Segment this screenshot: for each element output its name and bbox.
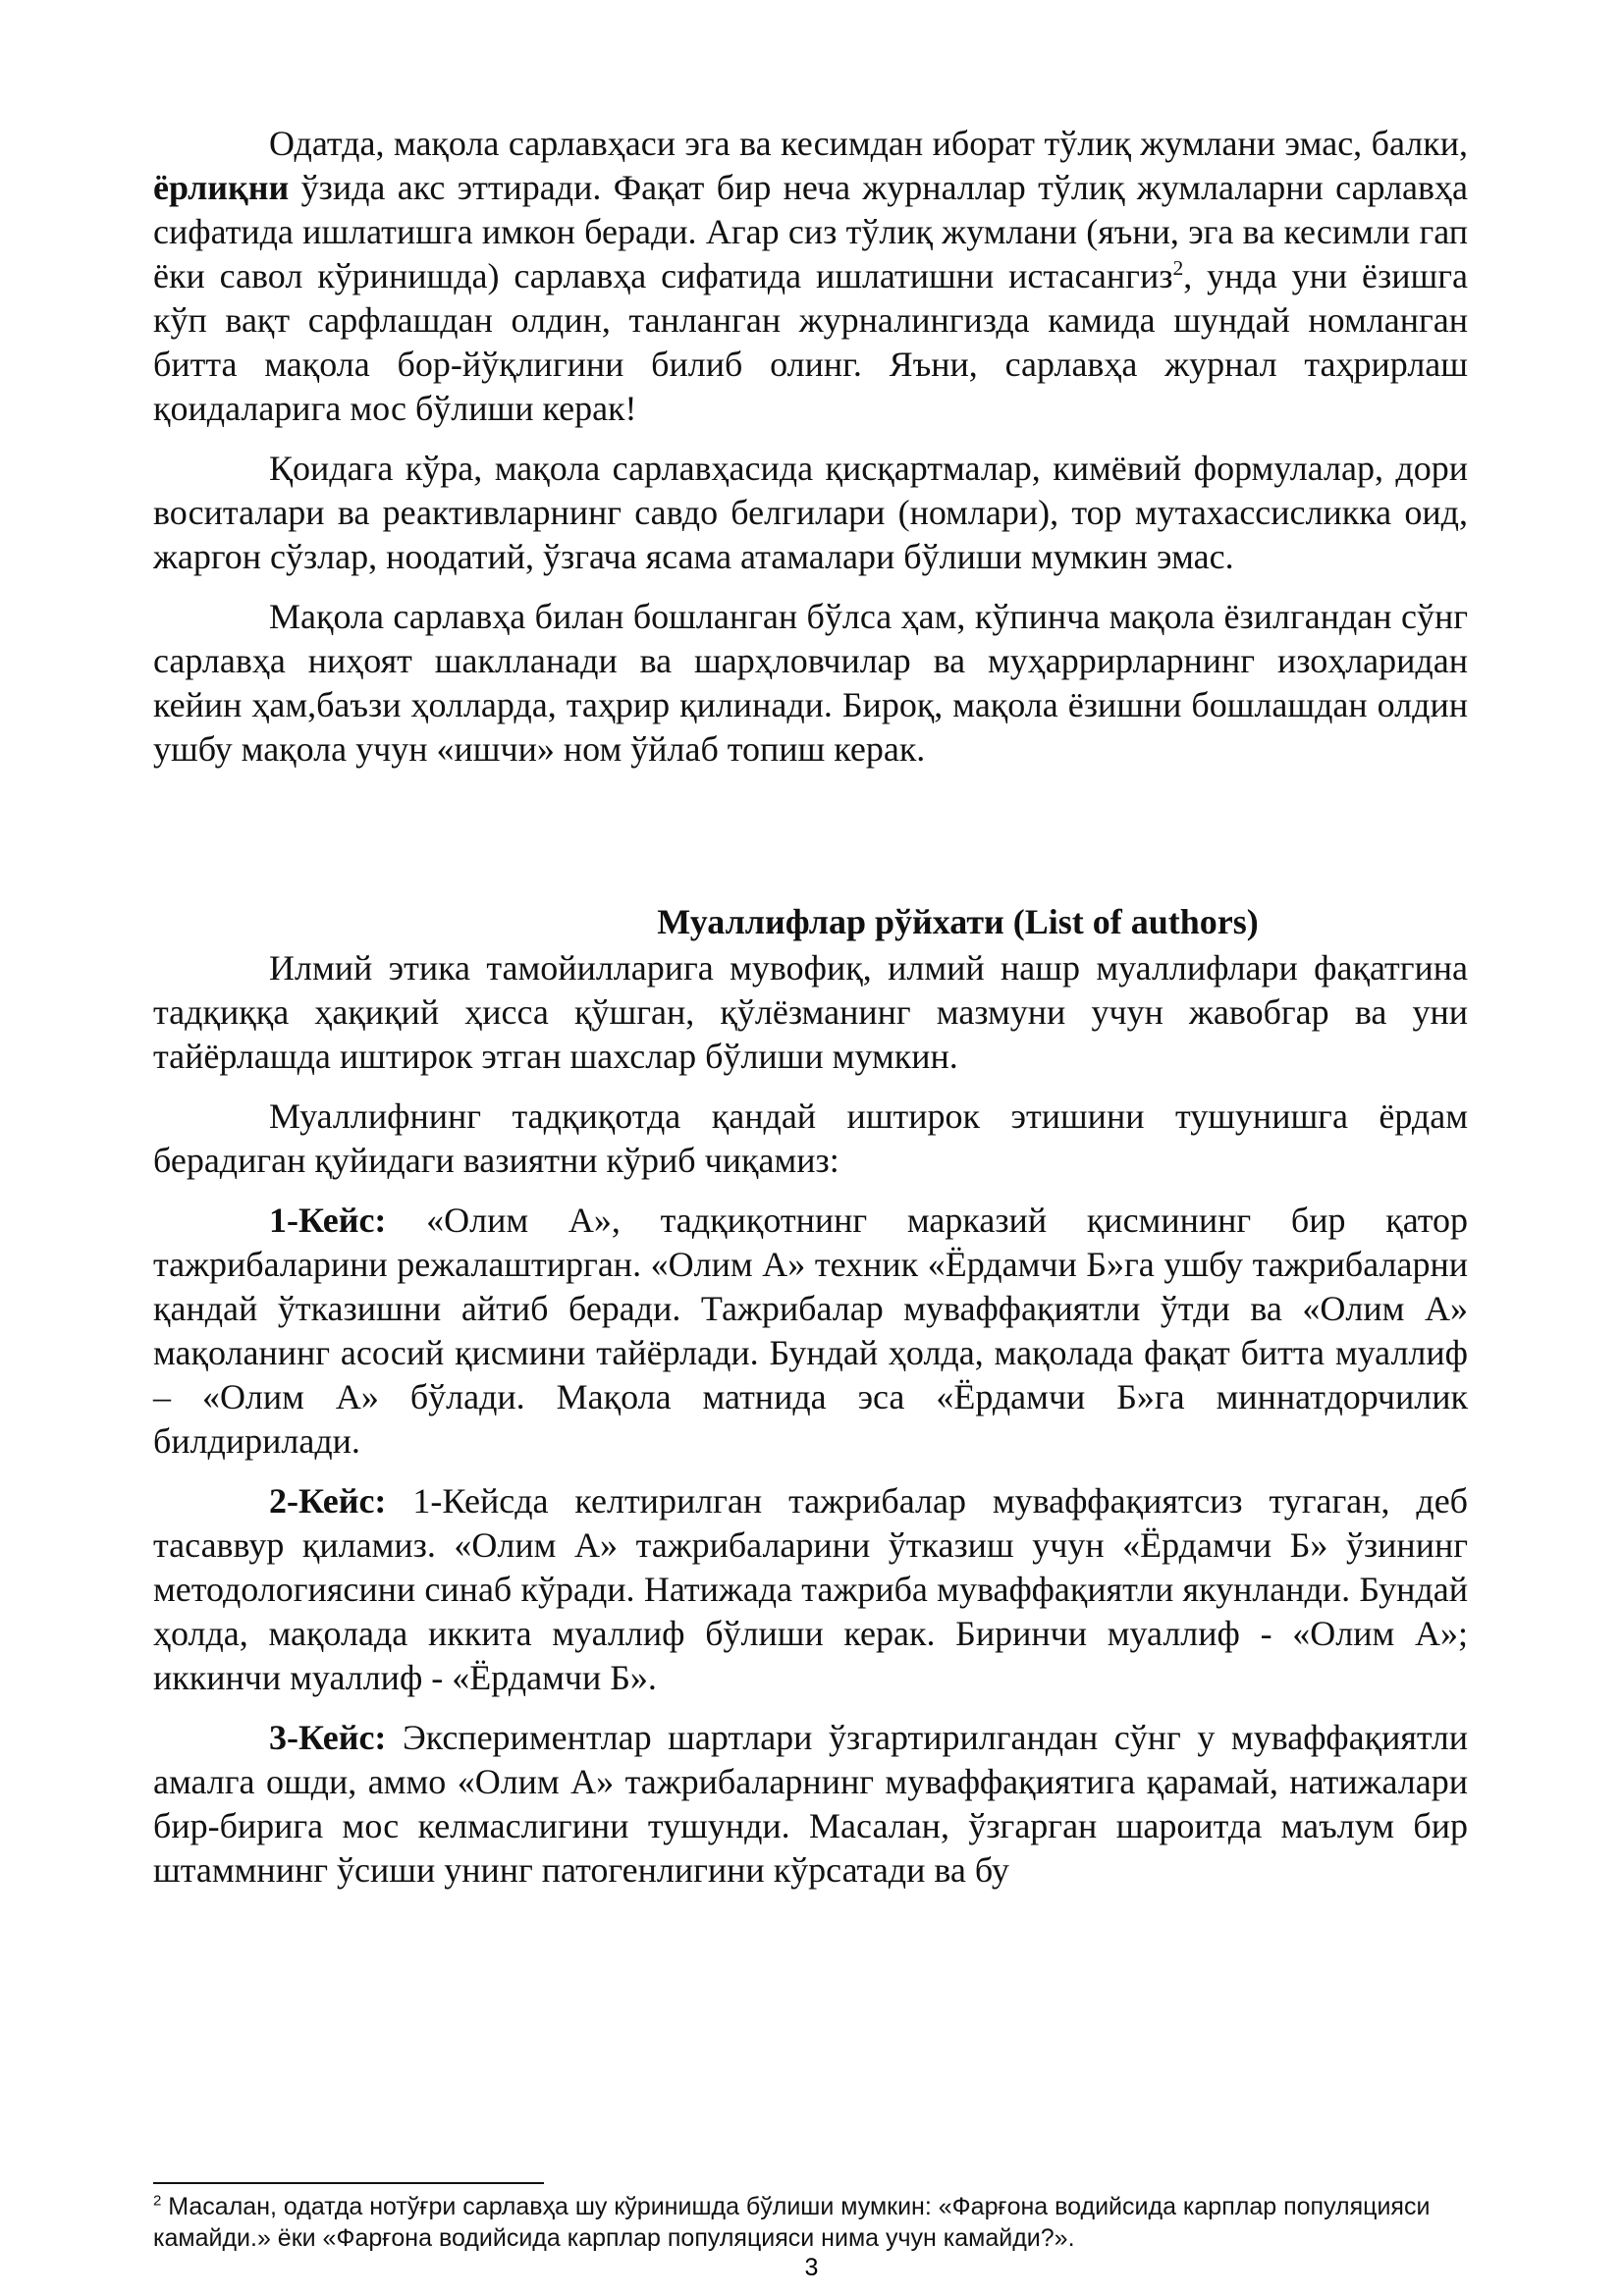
footnote-separator	[153, 2182, 544, 2184]
case-label: 2-Кейс:	[269, 1481, 387, 1521]
case-1	[153, 1199, 1468, 1464]
footnote-mark: 2	[153, 2192, 162, 2210]
footnote	[153, 2191, 1469, 2254]
case-label: 1-Кейс:	[269, 1201, 387, 1240]
paragraph-title-rules: Қоидага кўра, мақола сарлавҳасида қисқартмалар, кимёвий формулалар, дори воситалари ва реактивларнинг савдо белгилари (номлари), тор мутахассисликка оид, жаргон сўзлар, ноодатий, ўзгача ясама атамалари бўлиши мумкин эмас.	[153, 449, 1468, 576]
paragraph-ethics: Илмий этика тамойилларига мувофиқ, илмий нашр муаллифлари фақатгина тадқиққа ҳақиқий ҳисса қўшган, қўлёзманинг мазмуни учун жавобгар ва уни тайёрлашда иштирок этган шахслар бўлиши мумкин.	[153, 948, 1468, 1076]
case-text: Экспериментлар шартлари ўзгартирилгандан сўнг у муваффақиятли амалга ошди, аммо «Олим А» тажрибаларнинг муваффақиятига қарамай, натижалари бир-бирига мос келмаслигини тушунди. Масалан, ўзгарган шароитда маълум бир штаммнинг ўсиши унинг патогенлигини кўрсатади ва бу	[153, 1718, 1468, 1890]
case-text: 1-Кейсда келтирилган тажрибалар муваффақиятсиз тугаган, деб тасаввур қиламиз. «Олим А» тажрибаларини ўтказиш учун «Ёрдамчи Б» ўзининг методологиясини синаб кўради. Натижада тажриба муваффақиятли якунланди. Бундай ҳолда, мақолада иккита муаллиф бўлиши керак. Биринчи муаллиф - «Олим А»; иккинчи муаллиф - «Ёрдамчи Б».	[153, 1481, 1468, 1697]
case-3	[153, 1716, 1468, 1893]
bold-term: ёрлиқни	[153, 168, 290, 207]
paragraph-text: ўзида акс эттиради. Фақат бир неча журналлар тўлиқ жумлаларни сарлавҳа сифатида ишлатишга имкон беради. Агар сиз тўлиқ жумлани (яъни, эга ва кесимли гап ёки савол кўринишда) сарлавҳа сифатида ишлатишни истасангиз	[153, 168, 1468, 295]
case-text: «Олим А», тадқиқотнинг марказий қисмининг бир қатор тажрибаларини режалаштирган. «Олим А» техник «Ёрдамчи Б»га ушбу тажрибаларни қандай ўтказишни айтиб беради. Тажрибалар муваффақиятли ўтди ва «Олим А» мақоланинг асосий қисмини тайёрлади. Бундай ҳолда, мақолада фақат битта муаллиф – «Олим А» бўлади. Мақола матнида эса «Ёрдамчи Б»га миннатдорчилик билдирилади.	[153, 1201, 1468, 1461]
paragraph-text: , унда уни ёзишга кўп вақт сарфлашдан олдин, танланган журналингизда камида шундай номланган битта мақола бор-йўқлигини билиб олинг. Яъни, сарлавҳа журнал таҳрирлаш қоидаларига мос бўлиши керак!	[153, 256, 1468, 428]
paragraph-working-title: Мақола сарлавҳа билан бошланган бўлса ҳам, кўпинча мақола ёзилгандан сўнг сарлавҳа ниҳоят шаклланади ва шарҳловчилар ва муҳаррирларнинг изоҳларидан кейин ҳам,баъзи ҳолларда, таҳрир қилинади. Бироқ, мақола ёзишни бошлашдан олдин ушбу мақола учун «ишчи» ном ўйлаб топиш керак.	[153, 597, 1468, 769]
footnote-reference[interactable]: 2	[1172, 256, 1184, 280]
case-2	[153, 1479, 1468, 1700]
section-spacer	[153, 787, 1468, 900]
case-label: 3-Кейс:	[269, 1718, 387, 1757]
paragraph-text: Одатда, мақола сарлавҳаси эга ва кесимдан иборат тўлиқ жумлани эмас, балки,	[269, 124, 1468, 163]
paragraph-intro-cases: Муаллифнинг тадқиқотда қандай иштирок этишини тушунишга ёрдам берадиган қуйидаги вазиятни кўриб чиқамиз:	[153, 1096, 1468, 1180]
page-number: 3	[804, 2254, 819, 2281]
section-heading: Муаллифлар рўйхати (List of authors)	[657, 902, 1259, 941]
paragraph-title-style	[153, 122, 1468, 431]
footnote-text: Масалан, одатда нотўғри сарлавҳа шу кўринишда бўлиши мумкин: «Фарғона водийсида карплар популяцияси камайди.» ёки «Фарғона водийсида карплар популяцияси нима учун камайди?».	[153, 2193, 1431, 2252]
